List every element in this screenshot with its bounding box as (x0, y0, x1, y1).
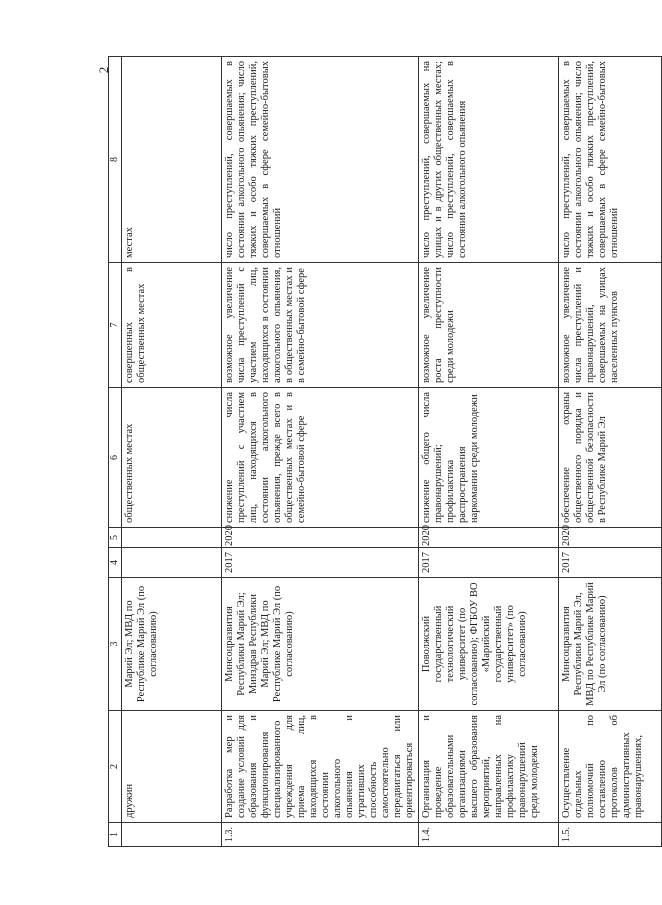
expected-result: обеспечение охраны общественного порядка и общественной безопасности в Республике Марий Эл (559, 388, 662, 528)
table-row (122, 57, 222, 847)
responsible-executors: Минсоцразвития Республики Марий Эл, МВД по Республике Марий Эл (по согласованию) (559, 578, 662, 711)
responsible-executors: Поволжский государственный технологический университет (по согласованию); ФГБОУ ВО «Марийский государственный университет» (по согласованию) (419, 578, 559, 711)
table-row (419, 57, 559, 847)
item-number (122, 823, 222, 847)
activity-name: дружин (122, 711, 222, 823)
consequences-of-non-implementation: возможное увеличение числа преступлений и правонарушений, совершаемых на улицах населенных пунктов (559, 263, 662, 388)
activity-name: Осуществление отдельных полномочий по составлению протоколов об административных правонарушениях, (559, 711, 662, 823)
start-year: 2017 (559, 548, 662, 578)
column-number: 1 (109, 823, 122, 847)
end-year: 2020 (419, 528, 559, 548)
responsible-executors: Минсоцразвития Республики Марий Эл; Минздрав Республики Марий Эл; МВД по Республике Марий Эл (по согласованию) (222, 578, 419, 711)
indicator-link: число преступлений, совершаемых в состоянии алкогольного опьянения; число тяжких и особо тяжких преступлений, совершаемых в сфере семейно-бытовых отношений (222, 57, 419, 263)
column-number: 6 (109, 388, 122, 528)
table-row (559, 57, 662, 847)
start-year (122, 548, 222, 578)
consequences-of-non-implementation: возможное увеличение числа преступлений с участием лиц, находящихся в состоянии алкогольного опьянения, в общественных местах и в семейно-бытовой сфере (222, 263, 419, 388)
start-year: 2017 (222, 548, 419, 578)
indicator-link: местах (122, 57, 222, 263)
expected-result: общественных местах (122, 388, 222, 528)
activities-table (108, 56, 662, 847)
item-number: 1.4. (419, 823, 559, 847)
column-number: 7 (109, 263, 122, 388)
expected-result: снижение общего числа правонарушений; профилактика распространения наркомании среди молодежи (419, 388, 559, 528)
responsible-executors: Марий Эл; МВД по Республике Марий Эл (по согласованию) (122, 578, 222, 711)
column-number: 2 (109, 711, 122, 823)
rotated-table-container (108, 57, 644, 847)
table-row (222, 57, 419, 847)
page-number: 2 (96, 66, 111, 74)
end-year: 2020 (222, 528, 419, 548)
column-number: 8 (109, 57, 122, 263)
column-number: 3 (109, 578, 122, 711)
item-number: 1.5. (559, 823, 662, 847)
activity-name: Разработка мер и создание условий для образования и функционирования специализированного учреждения для приема лиц, находящихся в состоянии алкогольного опьянения и утративших способность самостоятельно передвигаться или ориентироваться (222, 711, 419, 823)
consequences-of-non-implementation: совершенных в общественных местах (122, 263, 222, 388)
item-number: 1.3. (222, 823, 419, 847)
activity-name: Организация и проведение образовательными организациями высшего образования мероприятий, направленных на профилактику правонарушений среди молодежи (419, 711, 559, 823)
indicator-link: число преступлений, совершаемых на улицах и в других общественных местах; число преступлений, совершаемых в состоянии алкогольного опьянения (419, 57, 559, 263)
column-number-row (109, 57, 122, 847)
consequences-of-non-implementation: возможное увеличение роста преступности среди молодежи (419, 263, 559, 388)
column-number: 4 (109, 548, 122, 578)
end-year: 2020 (559, 528, 662, 548)
column-number: 5 (109, 528, 122, 548)
end-year (122, 528, 222, 548)
indicator-link: число преступлений, совершаемых в состоянии алкогольного опьянения; число тяжких и особо тяжких преступлений, совершаемых в сфере семейно-бытовых отношений (559, 57, 662, 263)
expected-result: снижение числа преступлений с участием лиц, находящихся в состоянии алкогольного опьянения, прежде всего в общественных местах и в семейно-бытовой сфере (222, 388, 419, 528)
start-year: 2017 (419, 548, 559, 578)
